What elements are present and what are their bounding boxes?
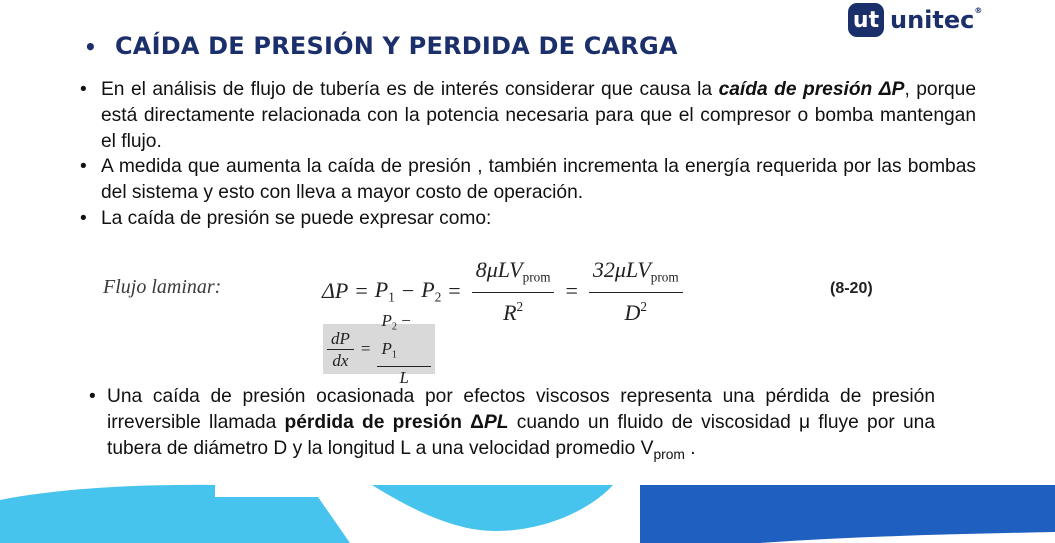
eq-minus: − [401,278,415,304]
logo-mark: ut [852,7,880,33]
formula-block [0,250,1055,390]
page-title [84,32,678,60]
logo-text [890,6,982,34]
eq-sign: = [448,278,461,304]
logo-name: unitec [890,6,975,34]
bullet-emphasis: caída de presión ΔP [718,79,905,100]
derivative-fraction: $\frac{dP}{dx}$ [327,328,354,371]
list-item [80,206,976,232]
equation-number: (8-20) [830,280,873,297]
list-item [80,77,976,154]
fraction-diameter: $\frac{32\mu LV_{prom}}{D^2}$ [589,256,683,327]
list-item [80,154,976,206]
bullet-text: , porque está directamente relacionada con la potencia necesaria para que el compresor o bomba mantengan el flujo. [101,79,976,152]
bullet-text: En el análisis de flujo de tubería es de interés considerar que causa la [101,79,719,100]
eq-sign: = [360,339,371,358]
center-arc-shape [372,485,613,531]
bullet-text: A medida que aumenta la caída de presión , también incrementa la energía requerida por las bombas del sistema y esto con lleva a mayor costo de operación. [101,156,976,204]
eq-p2: $P_2$ [421,277,442,305]
intro-bullet-list [80,77,976,232]
formula-label: Flujo laminar: [103,276,222,298]
eq-lhs: ΔP [322,278,349,304]
eq-sign: = [565,278,578,304]
pressure-gradient-equation [323,311,435,387]
list-item [89,384,935,467]
left-wave-shape [0,485,350,543]
bullet-text: cuando un fluido de viscosidad μ fluye por una tubera de diámetro D y la longitud L a una velocidad promedio V [107,412,935,459]
right-wave-shape [640,485,1055,543]
bullet-text: . [684,438,696,459]
eq-sign: = [355,278,368,304]
eq-p1: $P_1$ [374,277,395,305]
title-text: CAÍDA DE PRESIÓN Y PERDIDA DE CARGA [114,32,678,60]
gradient-fraction: $\frac{P_2 - P_1}{L}$ [377,310,431,387]
bullet-text: Una caída de presión ocasionada por efectos viscosos representa una pérdida de presión irreversible llamada [107,386,935,433]
fraction-radius: $\frac{8\mu LV_{prom}}{R^2}$ [472,256,555,327]
velocity-subscript: prom [653,445,685,462]
bullet-text: La caída de presión se puede expresar como: [101,207,492,229]
head-loss-bullet-list [89,384,935,467]
logo-badge-icon [848,3,884,37]
unitec-logo [848,2,982,38]
logo-registered: ® [974,6,983,15]
bullet-bold: pérdida de presión Δ [284,412,484,433]
title-bullet: • [84,35,97,59]
bullet-bold-italic: PL [483,412,509,433]
